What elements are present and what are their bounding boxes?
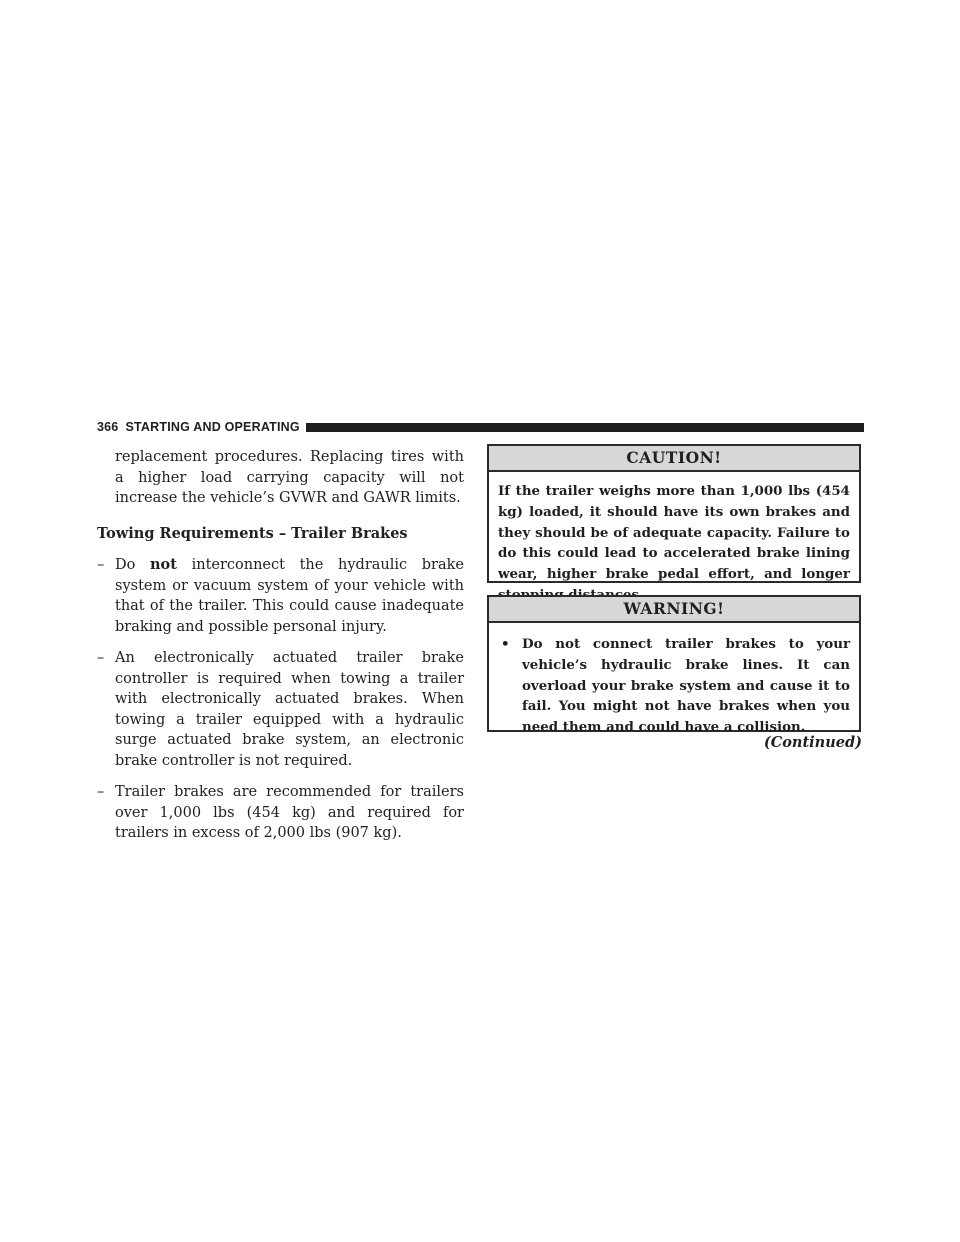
section-subheading: Towing Requirements – Trailer Brakes: [97, 524, 408, 542]
section-title: STARTING AND OPERATING: [125, 420, 300, 434]
list-item-prefix: Do: [115, 557, 151, 573]
left-column: [97, 447, 464, 855]
page-number: 366: [97, 420, 119, 434]
list-item: [97, 648, 464, 771]
warning-item: [498, 634, 850, 738]
list-item-emphasis: not: [150, 556, 177, 573]
dash-marker: –: [97, 650, 105, 666]
warning-item-text: Do not connect trailer brakes to your vehicle’s hydraulic brake lines. It can overload your brake system and cause it to fail. You might not have brakes when you need them and could have a collision.: [522, 636, 850, 736]
continued-note: (Continued): [763, 734, 862, 751]
header-rule: [306, 423, 864, 432]
dash-marker: –: [97, 784, 105, 800]
list-item: [97, 555, 464, 637]
warning-title: WARNING!: [489, 597, 859, 623]
list-item-text: Trailer brakes are recommended for trailers over 1,000 lbs (454 kg) and required for trailers in excess of 2,000 lbs (907 kg).: [115, 784, 464, 841]
list-item-text: interconnect the hydraulic brake system or vacuum system of your vehicle with that of the trailer. This could cause inadequate braking and possible personal injury.: [115, 557, 465, 635]
warning-body: [489, 623, 859, 748]
warning-box: [487, 595, 861, 736]
list-item: [97, 782, 464, 844]
bullet-marker: •: [501, 636, 510, 652]
caution-title: CAUTION!: [489, 446, 859, 472]
caution-text: If the trailer weighs more than 1,000 lbs (454 kg) loaded, it should have its own brakes and they should be of adequate capacity. Failure to do this could lead to accelerated brake lining wear, higher brake pedal effort, and longer: [498, 483, 850, 583]
page-header: [97, 417, 864, 437]
dash-marker: –: [97, 557, 105, 573]
continued-paragraph: replacement procedures. Replacing tires with a higher load carrying capacity will not increase the vehicle’s GVWR and GAWR limits.: [115, 449, 464, 506]
caution-box: [487, 444, 861, 583]
list-item-text: An electronically actuated trailer brake controller is required when towing a trailer with electronically actuated brakes. When towing a trailer equipped with a hydraulic surge actuated brake system, an electronic brake controller is not required.: [115, 650, 464, 769]
